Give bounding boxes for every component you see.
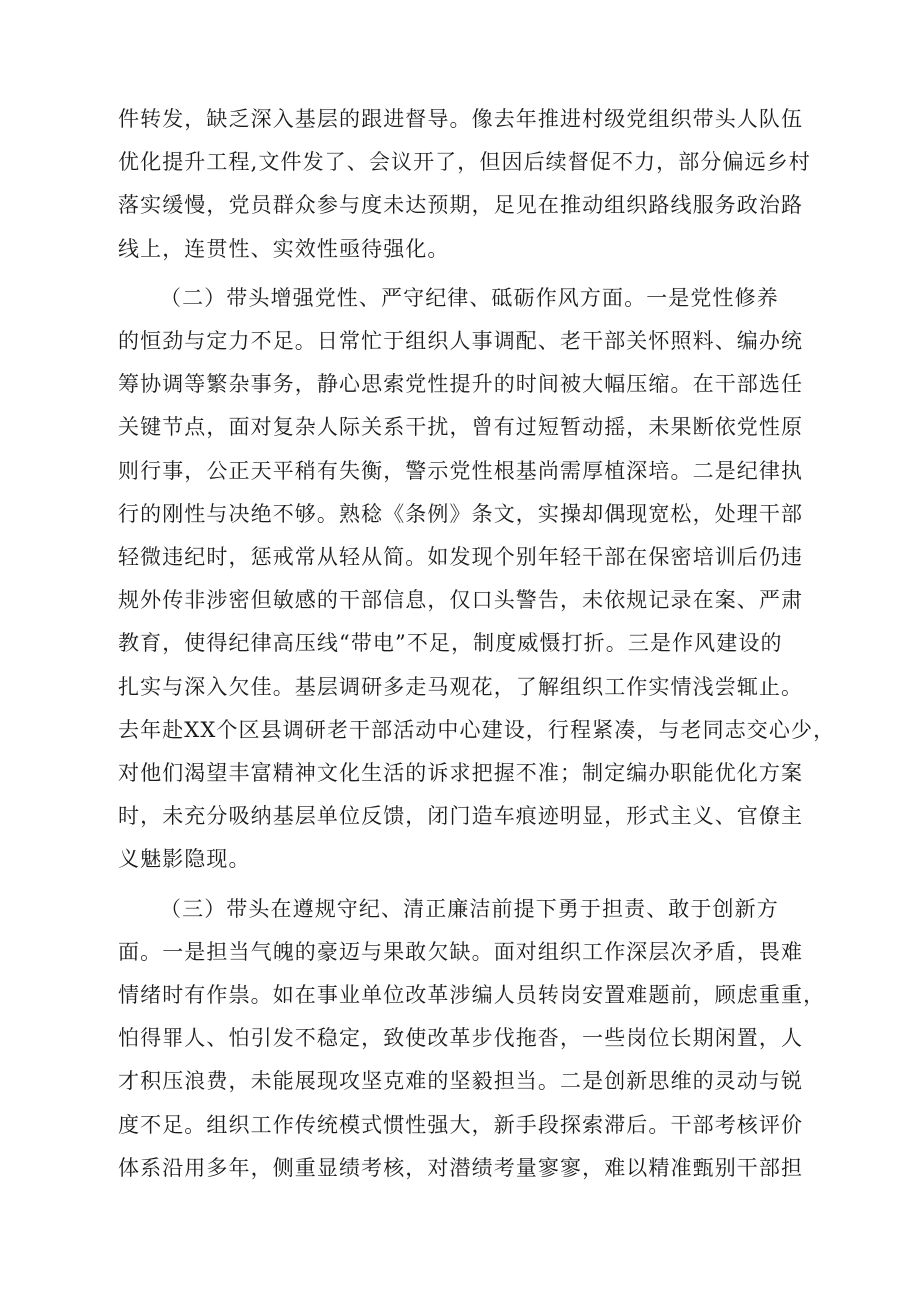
text-line: 行的刚性与决绝不够。熟稔《条例》条文，实操却偶现宽松，处理干部: [118, 501, 804, 526]
text-line: 时，未充分吸纳基层单位反馈，闭门造车痕迹明显，形式主义、官僚主: [118, 804, 804, 829]
text-line: 度不足。组织工作传统模式惯性强大，新手段探索滞后。干部考核评价: [118, 1112, 804, 1137]
text-line: 去年赴XX个区县调研老干部活动中心建设，行程紧凑，与老同志交心少，: [118, 717, 836, 742]
text-line: （二）带头增强党性、严守纪律、砥砺作风方面。一是党性修养: [160, 285, 779, 310]
text-line: 的恒劲与定力不足。日常忙于组织人事调配、老干部关怀照料、编办统: [118, 329, 804, 354]
text-line: 落实缓慢，党员群众参与度未达预期，足见在推动组织路线服务政治路: [118, 193, 804, 218]
text-line: 对他们渴望丰富精神文化生活的诉求把握不准；制定编办职能优化方案: [118, 761, 804, 786]
paragraph-section-two: [118, 277, 836, 882]
text-line: 情绪时有作祟。如在事业单位改革涉编人员转岗安置难题前，顾虑重重，: [118, 983, 826, 1008]
text-line: 义魅影隐现。: [118, 847, 251, 872]
paragraph-section-three: [118, 888, 836, 1190]
text-line: 面。一是担当气魄的豪迈与果敢欠缺。面对组织工作深层次矛盾，畏难: [118, 939, 804, 964]
text-line: 线上，连贯性、实效性亟待强化。: [118, 236, 450, 261]
text-line: 怕得罪人、怕引发不稳定，致使改革步伐拖沓，一些岗位长期闲置，人: [118, 1026, 804, 1051]
text-line: 才积压浪费，未能展现攻坚克难的坚毅担当。二是创新思维的灵动与锐: [118, 1069, 804, 1094]
paragraph-continuation: [118, 98, 836, 271]
text-line: 体系沿用多年，侧重显绩考核，对潜绩考量寥寥，难以精准甄别干部担: [118, 1155, 804, 1180]
text-line: 优化提升工程,文件发了、会议开了，但因后续督促不力，部分偏远乡村: [118, 150, 811, 175]
text-line: （三）带头在遵规守纪、清正廉洁前提下勇于担责、敢于创新方: [160, 896, 779, 921]
text-line: 轻微违纪时，惩戒常从轻从简。如发现个别年轻干部在保密培训后仍违: [118, 545, 804, 570]
text-line: 教育，使得纪律高压线“带电”不足，制度威慑打折。三是作风建设的: [118, 631, 783, 656]
text-line: 则行事，公正天平稍有失衡，警示党性根基尚需厚植深培。二是纪律执: [118, 458, 804, 483]
text-line: 筹协调等繁杂事务，静心思索党性提升的时间被大幅压缩。在干部选任: [118, 372, 804, 397]
document-body: [118, 98, 836, 1196]
text-line: 规外传非涉密但敏感的干部信息，仅口头警告，未依规记录在案、严肃: [118, 588, 804, 613]
text-line: 关键节点，面对复杂人际关系干扰，曾有过短暂动摇，未果断依党性原: [118, 415, 804, 440]
text-line: 件转发，缺乏深入基层的跟进督导。像去年推进村级党组织带头人队伍: [118, 107, 804, 131]
text-line: 扎实与深入欠佳。基层调研多走马观花，了解组织工作实情浅尝辄止。: [118, 674, 804, 699]
